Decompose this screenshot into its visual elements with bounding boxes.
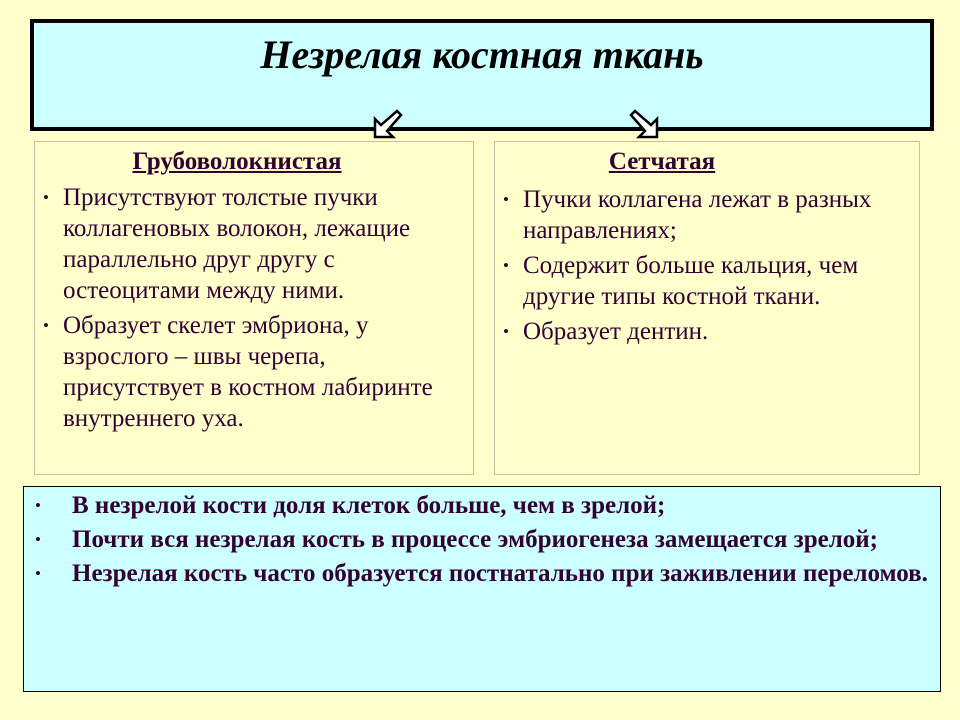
bullet-icon: • — [35, 564, 41, 583]
reticular-box — [494, 141, 920, 475]
hollow-arrow-down-right-icon — [627, 107, 661, 141]
list-item: • Присутствуют толстые пучки коллагеновых волокон, лежащие параллельно друг другу с остеоцитами между ними. — [43, 184, 411, 304]
list-item: • Содержит больше кальция, чем другие типы костной ткани. — [503, 252, 859, 310]
list-item: • Почти вся незрелая кость в процессе эмбриогенеза замещается зрелой; — [35, 526, 878, 553]
list-item: • Образует дентин. — [503, 318, 709, 345]
hollow-arrow-down-left-icon — [371, 107, 405, 141]
title-box — [30, 19, 934, 131]
bullet-icon: • — [43, 316, 49, 335]
list-item: • Незрелая кость часто образуется постнатально при заживлении переломов. — [35, 560, 928, 587]
reticular-heading: Сетчатая — [608, 148, 716, 175]
list-item: • Пучки коллагена лежат в разных направлениях; — [503, 186, 872, 244]
bullet-icon: • — [43, 188, 49, 207]
bullet-icon: • — [35, 530, 41, 549]
list-item: • В незрелой кости доля клеток больше, чем в зрелой; — [35, 492, 666, 519]
bullet-icon: • — [503, 322, 509, 341]
slide-title: Незрелая костная ткань — [260, 32, 704, 77]
bullet-icon: • — [503, 190, 509, 209]
list-item: • Образует скелет эмбриона, у взрослого – швы черепа, присутствует в костном лабиринте внутреннего уха. — [43, 312, 433, 432]
summary-box — [23, 486, 941, 692]
coarse-fibered-box — [34, 141, 474, 475]
summary-list — [24, 491, 940, 593]
bullet-icon: • — [503, 256, 509, 275]
coarse-fibered-list — [41, 182, 465, 438]
coarse-fibered-heading: Грубоволокнистая — [132, 148, 342, 175]
bullet-icon: • — [35, 496, 41, 515]
reticular-list — [501, 184, 911, 351]
